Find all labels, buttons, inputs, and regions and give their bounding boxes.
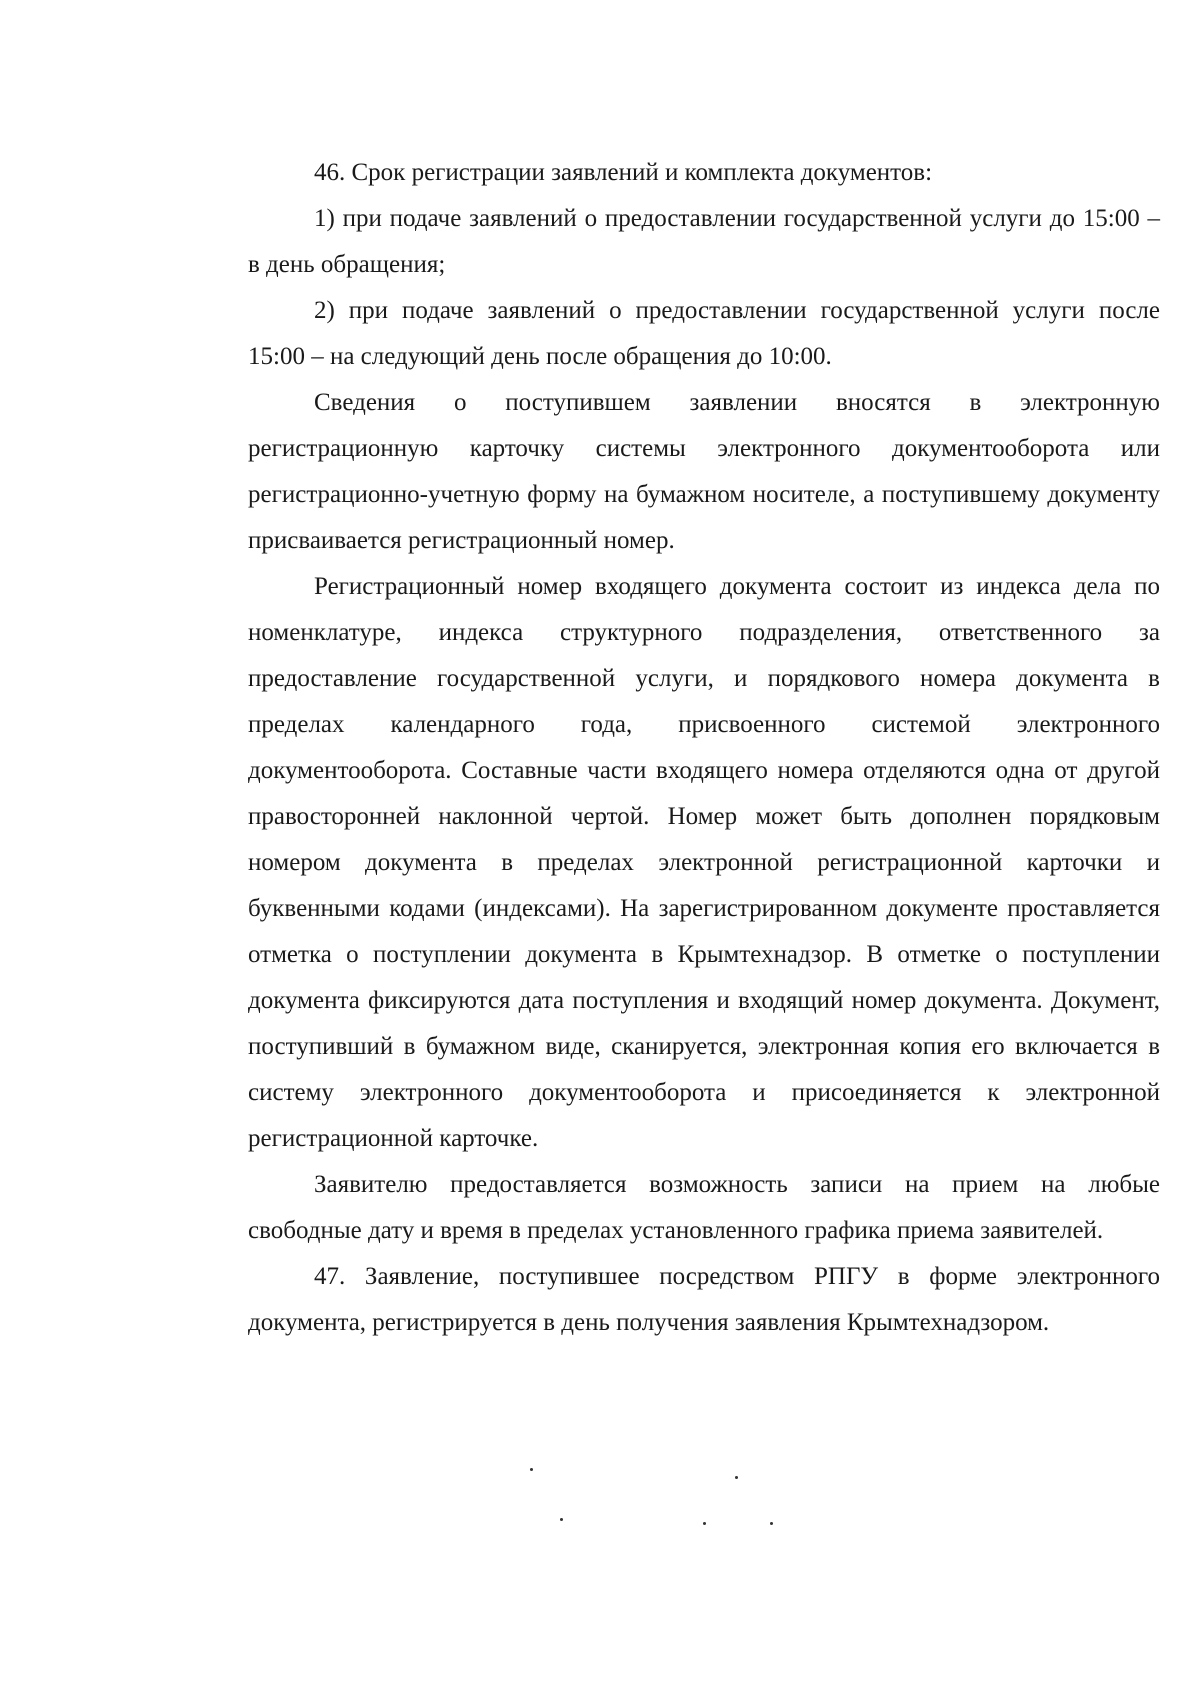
scan-speck [735,1476,738,1479]
scan-speck [560,1518,563,1521]
scan-speck [770,1522,773,1525]
scan-speck [703,1522,706,1525]
clause-46-item-2: 2) при подаче заявлений о предоставлении государственной услуги после 15:00 – на следующий день после обращения до 10:00. [248,297,1160,370]
scan-speck [530,1468,533,1471]
paragraph-registration-card: Сведения о поступившем заявлении вносятся в электронную регистрационную карточку системы электронного документооборота или регистрационно-учетную форму на бумажном носителе, а поступившему документу присваивается регистрационный номер. [248,389,1160,554]
clause-47: 47. Заявление, поступившее посредством РПГУ в форме электронного документа, регистрируется в день получения заявления Крымтехнадзором. [248,1263,1160,1336]
clause-46-item-1: 1) при подаче заявлений о предоставлении государственной услуги до 15:00 – в день обращения; [248,205,1160,278]
paragraph-appointment: Заявителю предоставляется возможность записи на прием на любые свободные дату и время в пределах установленного графика приема заявителей. [248,1171,1160,1244]
clause-46-title: 46. Срок регистрации заявлений и комплекта документов: [314,159,933,186]
paragraph-registration-number: Регистрационный номер входящего документа состоит из индекса дела по номенклатуре, индекса структурного подразделения, ответственного за предоставление государственной услуги, и порядкового номера документа в пределах календарного года, присвоенного системой электронного документооборота. Составные части входящего номера отделяются одна от другой правосторонней наклонной чертой. Номер может быть дополнен порядковым номером документа в пределах электронной регистрационной карточки и буквенными кодами (индексами). На зарегистрированном документе проставляется отметка о поступлении документа в Крымтехнадзор. В отметке о поступлении документа фиксируются дата поступления и входящий номер документа. Документ, поступивший в бумажном виде, сканируется, электронная копия его включается в систему электронного документооборота и присоединяется к электронной регистрационной карточке. [248,573,1160,1152]
document-page [248,150,1160,1346]
